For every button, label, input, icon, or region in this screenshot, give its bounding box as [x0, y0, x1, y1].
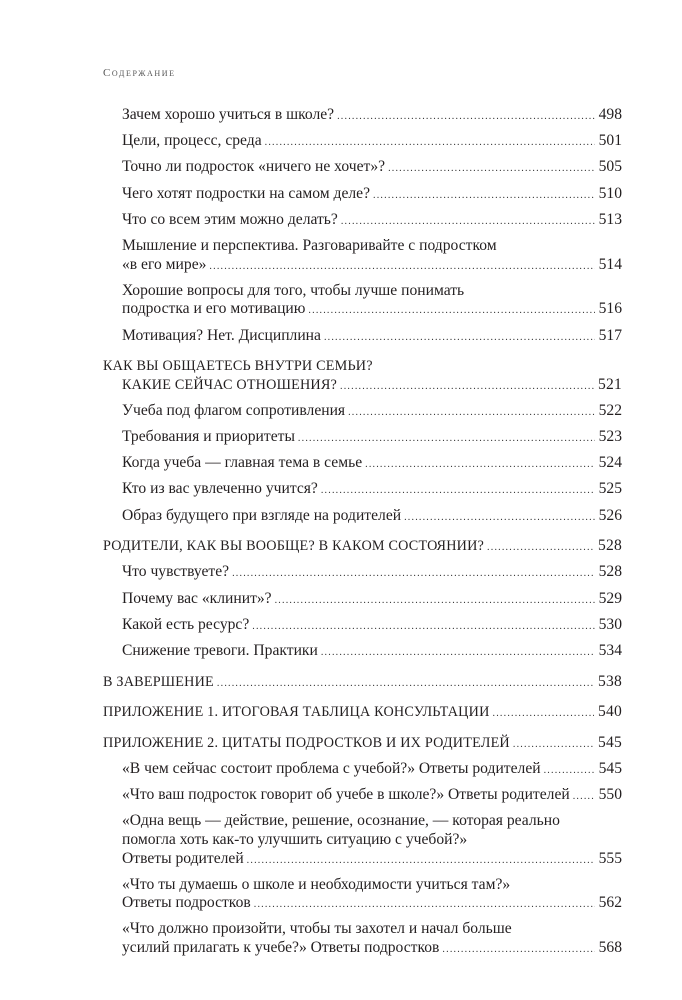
page-number: 523: [598, 428, 622, 446]
dot-leader: [275, 592, 595, 611]
dot-leader: [254, 896, 595, 915]
toc-chapter[interactable]: [103, 537, 622, 558]
page-number: 525: [598, 480, 622, 498]
page-number: 545: [598, 733, 622, 751]
page-number: 555: [598, 849, 622, 867]
dot-leader: [321, 482, 595, 501]
dot-leader: [544, 762, 595, 781]
page-number: 528: [598, 563, 622, 581]
dot-leader: [573, 788, 595, 807]
toc-section[interactable]: [103, 185, 622, 206]
toc-section[interactable]: [103, 158, 622, 179]
entry-title-line: Требования и приоритеты: [122, 428, 295, 446]
dot-leader: [308, 302, 594, 321]
entry-title-line: В ЗАВЕРШЕНИЕ: [103, 673, 214, 690]
dot-leader: [373, 187, 595, 206]
toc-section[interactable]: [103, 132, 622, 153]
toc-section[interactable]: [103, 642, 622, 663]
toc-chapter[interactable]: [103, 673, 622, 694]
page-number: 516: [598, 300, 622, 318]
dot-leader: [321, 644, 595, 663]
page-number: 562: [598, 894, 622, 912]
entry-title-line: усилий прилагать к учебе?» Ответы подростков: [122, 939, 440, 957]
toc-section[interactable]: [103, 428, 622, 449]
toc-section[interactable]: [103, 480, 622, 501]
entry-title-line: Почему вас «клинит»?: [122, 589, 272, 607]
toc-section[interactable]: [103, 282, 622, 321]
dot-leader: [217, 675, 594, 694]
toc-section[interactable]: [103, 760, 622, 781]
entry-title-line: Учеба под флагом сопротивления: [122, 401, 346, 419]
entry-title-line: «Что ваш подросток говорит об учебе в школе?» Ответы родителей: [122, 786, 570, 804]
page-number: 538: [598, 672, 622, 690]
entry-title-line: «Что должно произойти, чтобы ты захотел и начал больше: [122, 920, 512, 938]
page-number: 540: [598, 703, 622, 721]
toc-section[interactable]: [103, 454, 622, 475]
toc-section[interactable]: [103, 812, 622, 870]
page-number: 550: [598, 786, 622, 804]
toc-section[interactable]: [103, 563, 622, 584]
entry-title-line: ПРИЛОЖЕНИЕ 2. ЦИТАТЫ ПОДРОСТКОВ И ИХ РОДИТЕЛЕЙ: [103, 734, 510, 751]
page-number: 514: [598, 255, 622, 273]
page-number: 526: [598, 506, 622, 524]
page-number: 529: [598, 589, 622, 607]
table-of-contents: [103, 106, 622, 965]
page-number: 510: [598, 184, 622, 202]
entry-title-line: ПРИЛОЖЕНИЕ 1. ИТОГОВАЯ ТАБЛИЦА КОНСУЛЬТАЦИИ: [103, 704, 490, 721]
dot-leader: [324, 329, 595, 348]
dot-leader: [365, 456, 594, 475]
entry-title-line: Хорошие вопросы для того, чтобы лучше понимать: [122, 281, 465, 299]
dot-leader: [298, 430, 595, 449]
entry-title-line: «Что ты думаешь о школе и необходимости учиться там?»: [122, 875, 511, 893]
entry-title-line: Какой есть ресурс?: [122, 615, 250, 633]
page-number: 524: [598, 454, 622, 472]
entry-title-line: РОДИТЕЛИ, КАК ВЫ ВООБЩЕ? В КАКОМ СОСТОЯНИИ?: [103, 538, 485, 555]
toc-chapter[interactable]: [103, 734, 622, 755]
page-number: 545: [598, 759, 622, 777]
page-number: 522: [598, 401, 622, 419]
entry-title-line: Ответы родителей: [122, 849, 244, 867]
entry-title-line: Чего хотят подростки на самом деле?: [122, 184, 371, 202]
entry-title-line: «Одна вещь — действие, решение, осознание, — которая реально: [122, 812, 560, 830]
entry-title-line: Что чувствуете?: [122, 563, 230, 581]
page-number: 498: [598, 106, 622, 123]
toc-chapter[interactable]: [103, 703, 622, 724]
page-number: 568: [598, 939, 622, 957]
entry-title-line: Кто из вас увлеченно учится?: [122, 480, 318, 498]
page-number: 513: [598, 210, 622, 228]
page-number: 517: [598, 326, 622, 344]
dot-leader: [247, 852, 595, 871]
entry-title-line: Когда учеба — главная тема в семье: [122, 454, 363, 472]
dot-leader: [493, 705, 594, 724]
dot-leader: [404, 509, 595, 528]
entry-title-line: «В чем сейчас состоит проблема с учебой?» Ответы родителей: [122, 759, 541, 777]
entry-title-line: Ответы подростков: [122, 894, 251, 912]
entry-title-line: Цели, процесс, среда: [122, 132, 262, 150]
entry-title-line: Зачем хорошо учиться в школе?: [122, 106, 335, 123]
entry-title-line: Образ будущего при взгляде на родителей: [122, 506, 402, 524]
entry-title-line: «в его мире»: [122, 255, 207, 273]
running-header: Содержание: [103, 67, 176, 79]
entry-title-line: КАК ВЫ ОБЩАЕТЕСЬ ВНУТРИ СЕМЬИ?: [103, 358, 373, 375]
dot-leader: [232, 565, 595, 584]
page-number: 505: [598, 158, 622, 176]
dot-leader: [265, 134, 595, 153]
dot-leader: [442, 941, 594, 960]
entry-title-line: подростка и его мотивацию: [122, 300, 306, 318]
dot-leader: [513, 736, 594, 755]
page-number: 534: [598, 641, 622, 659]
entry-title-line: Точно ли подросток «ничего не хочет»?: [122, 158, 386, 176]
toc-section[interactable]: [103, 402, 622, 423]
entry-title-line: Снижение тревоги. Практики: [122, 641, 318, 659]
dot-leader: [340, 378, 594, 397]
entry-title-line: КАКИЕ СЕЙЧАС ОТНОШЕНИЯ?: [122, 376, 338, 393]
dot-leader: [348, 404, 595, 423]
entry-title-line: помогла хоть как-то улучшить ситуацию с учебой?»: [122, 830, 468, 848]
toc-section[interactable]: [103, 876, 622, 915]
toc-section[interactable]: [103, 211, 622, 232]
toc-section[interactable]: [103, 106, 622, 127]
toc-section[interactable]: [103, 786, 622, 807]
toc-section[interactable]: [103, 616, 622, 637]
dot-leader: [388, 160, 595, 179]
toc-section[interactable]: [103, 237, 622, 276]
toc-section[interactable]: [103, 920, 622, 959]
dot-leader: [252, 618, 594, 637]
entry-title-line: Что со всем этим можно делать?: [122, 210, 338, 228]
dot-leader: [487, 539, 594, 558]
dot-leader: [341, 213, 595, 232]
toc-section[interactable]: [103, 590, 622, 611]
page-number: 501: [598, 132, 622, 150]
dot-leader: [209, 258, 594, 277]
toc-section[interactable]: [103, 507, 622, 528]
page-number: 521: [598, 375, 622, 393]
page-number: 530: [598, 615, 622, 633]
toc-chapter[interactable]: [103, 357, 622, 396]
dot-leader: [337, 108, 595, 127]
entry-title-line: Мотивация? Нет. Дисциплина: [122, 326, 321, 344]
page-number: 528: [598, 537, 622, 555]
entry-title-line: Мышление и перспектива. Разговаривайте с подростком: [122, 236, 497, 254]
toc-section[interactable]: [103, 327, 622, 348]
